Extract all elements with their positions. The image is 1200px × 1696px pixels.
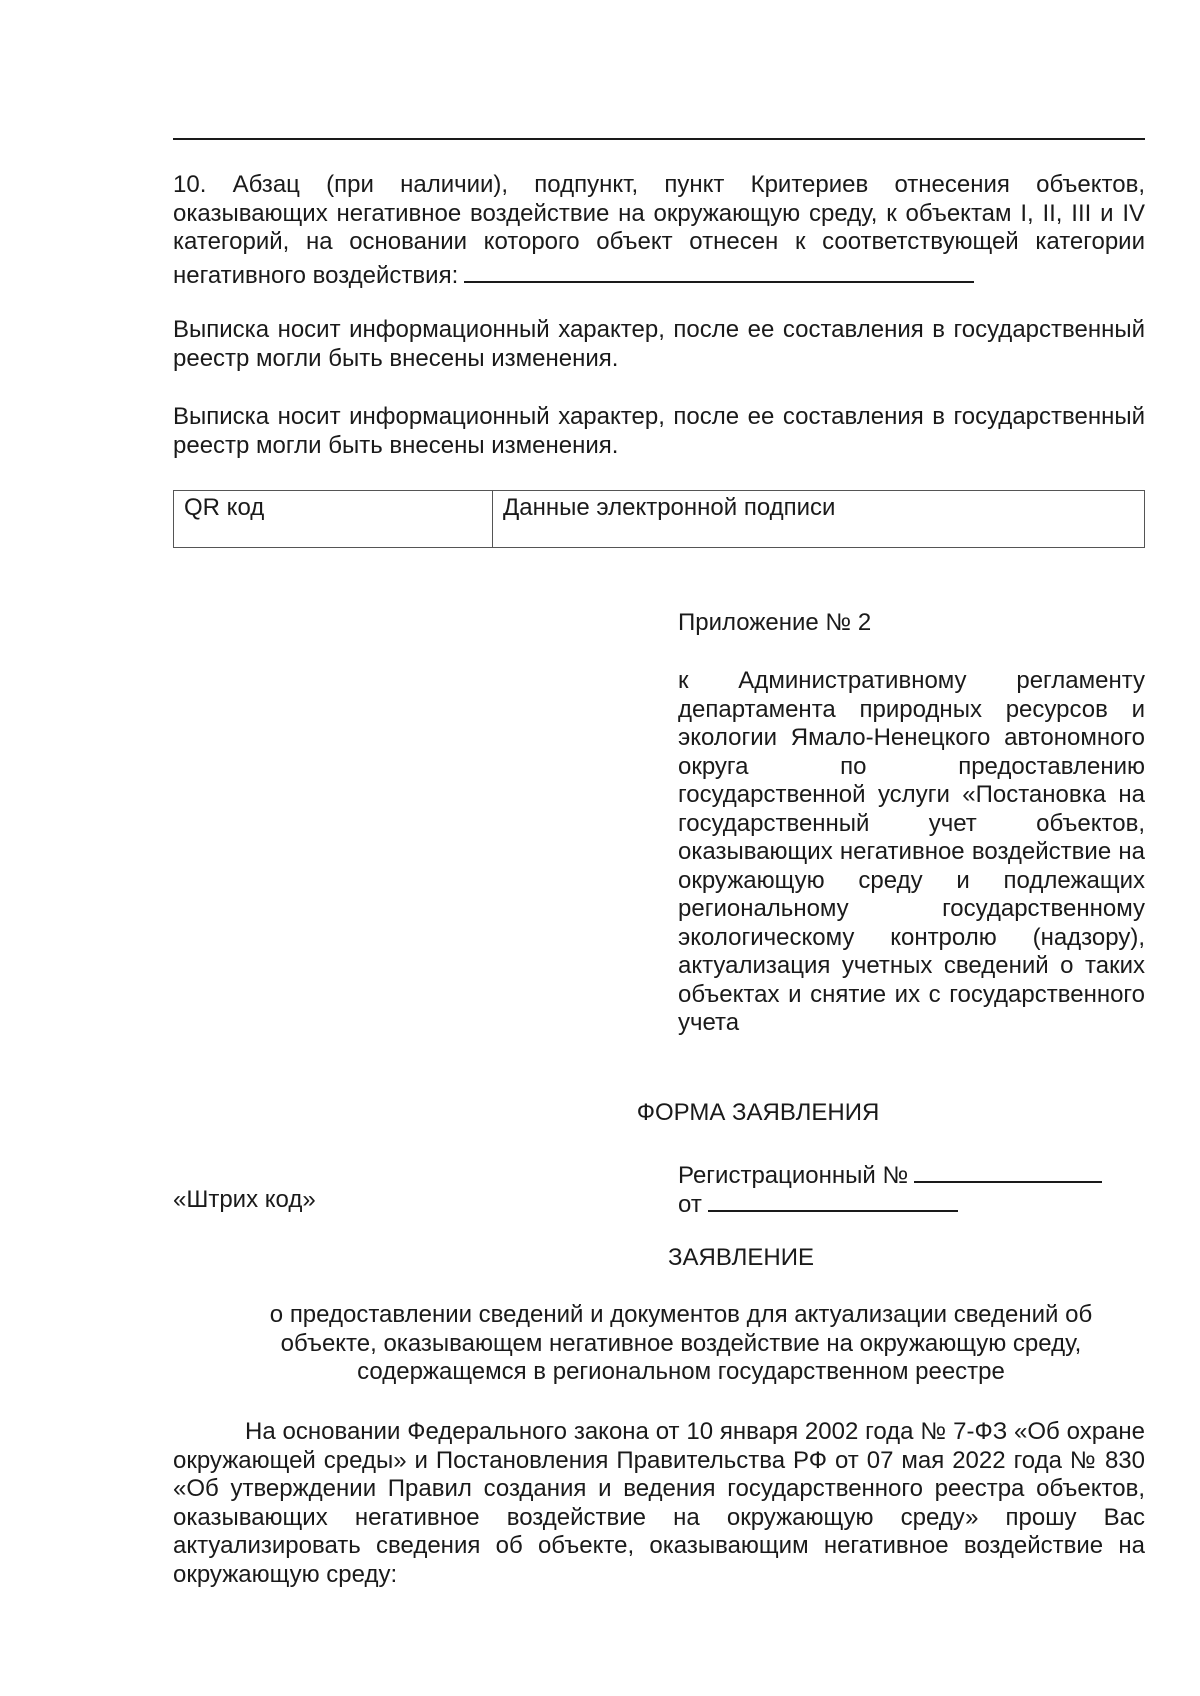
section-10-text: 10. Абзац (при наличии), подпункт, пункт Критериев отнесения объектов, оказывающих негативное воздействие на окружающую среду, к объектам I, II, III и IV категорий, на основании которого объект отнесен к соответствующей категории негативного воздействия: (173, 171, 1145, 289)
info-note-1: Выписка носит информационный характер, после ее составления в государственный реестр могли быть внесены изменения. (173, 316, 1145, 372)
qr-code-cell: QR код (174, 491, 493, 548)
annex-reference: к Административному регламенту департамента природных ресурсов и экологии Ямало-Ненецкого автономного округа по предоставлению государственной услуги «Постановка на государственный учет объектов, оказывающих негативное воздействие на окружающую среду и подлежащих региональному государственному экологическому контролю (надзору), актуализация учетных сведений о таких объектах и снятие их с государственного учета (678, 667, 1145, 1036)
application-title: ЗАЯВЛЕНИЕ (668, 1244, 814, 1271)
date-blank (708, 1186, 958, 1212)
registration-label: Регистрационный № (678, 1162, 909, 1189)
subtitle-line: объекте, оказывающем негативное воздействие на окружающую среду, (280, 1329, 1082, 1357)
section-10-paragraph (173, 171, 1145, 290)
registration-blank (914, 1157, 1102, 1183)
e-signature-cell: Данные электронной подписи (493, 491, 1145, 548)
registration-date-field (678, 1186, 958, 1220)
subtitle-line: о предоставлении сведений и документов для актуализации сведений об (269, 1301, 1093, 1328)
form-title: ФОРМА ЗАЯВЛЕНИЯ (636, 1099, 880, 1126)
top-divider (173, 138, 1145, 140)
barcode-placeholder: «Штрих код» (173, 1186, 316, 1213)
annex-title: Приложение № 2 (678, 609, 872, 636)
signature-table (173, 490, 1145, 548)
info-note-2: Выписка носит информационный характер, после ее составления в государственный реестр могли быть внесены изменения. (173, 403, 1145, 459)
fill-in-line (464, 257, 974, 283)
application-basis-paragraph: На основании Федерального закона от 10 января 2002 года № 7-ФЗ «Об охране окружающей среды» и Постановления Правительства РФ от 07 мая 2022 года № 830 «Об утверждении Правил создания и ведения государственного реестра объектов, оказывающих негативное воздействие на окружающую среду» прошу Вас актуализировать сведения об объекте, оказывающим негативное воздействие на окружающую среду: (173, 1418, 1145, 1588)
subtitle-line: содержащемся в региональном государственном реестре (357, 1358, 1005, 1385)
application-subtitle (173, 1301, 1145, 1387)
table-row (174, 491, 1145, 548)
date-label: от (678, 1191, 702, 1218)
